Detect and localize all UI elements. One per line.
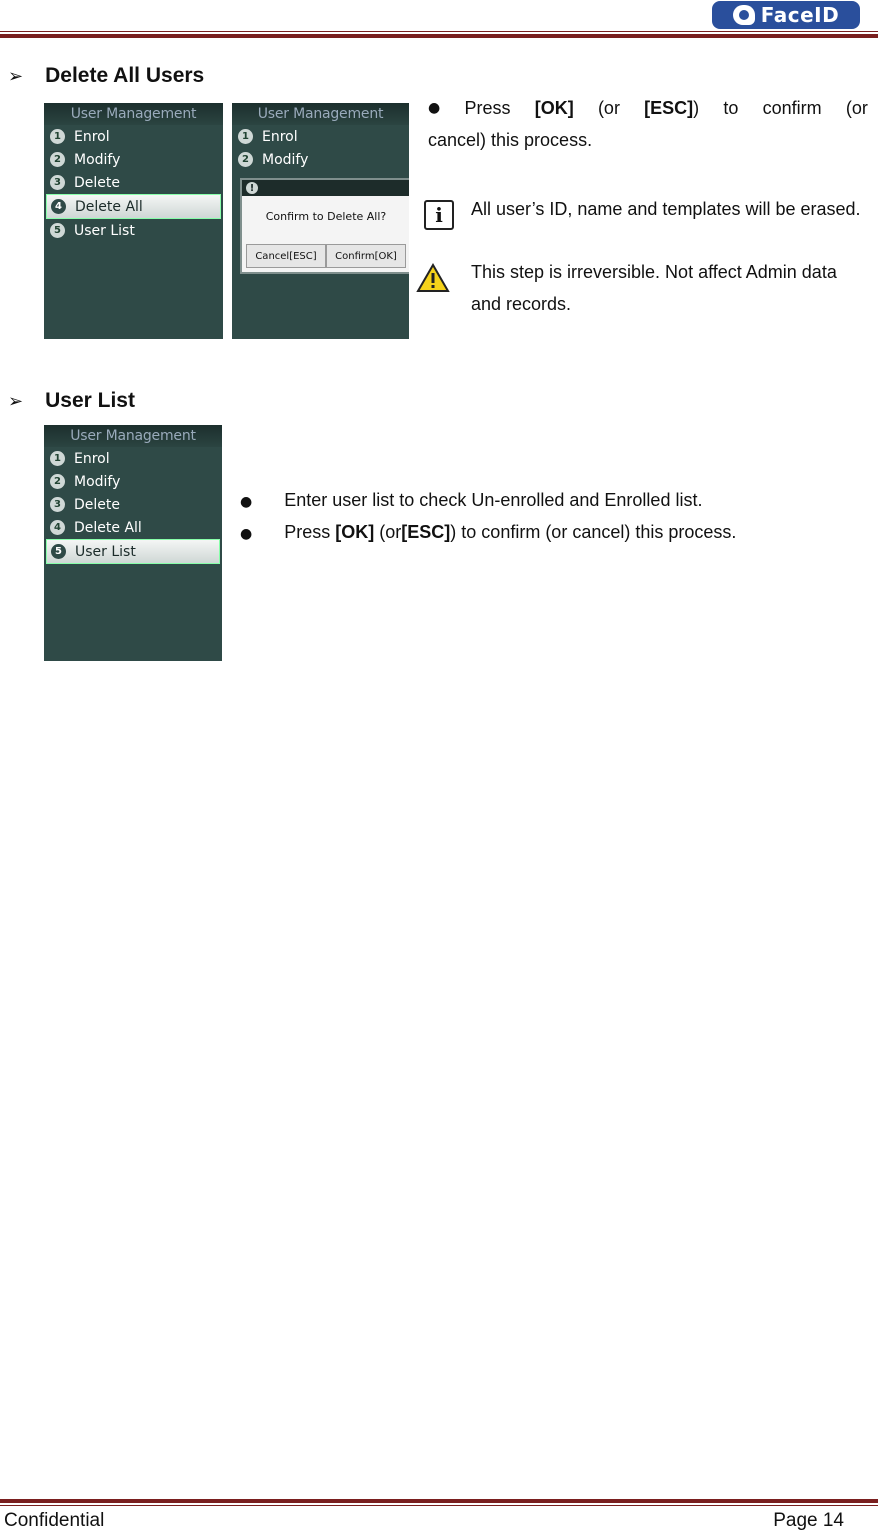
menu-label: Enrol — [74, 450, 110, 467]
face-logo-icon — [733, 5, 755, 25]
menu-item-user-list — [46, 539, 220, 564]
menu-item-delete — [44, 493, 222, 516]
header-rule-thick — [0, 34, 878, 38]
esc-key: [ESC] — [401, 522, 451, 542]
number-badge: 1 — [50, 451, 65, 466]
menu-label: Modify — [74, 473, 121, 490]
menu-label: Modify — [262, 151, 309, 168]
number-badge: 4 — [51, 199, 66, 214]
footer-confidential: Confidential — [4, 1510, 105, 1531]
warning-note: This step is irreversible. Not affect Admin data and records. — [471, 262, 837, 314]
bullet-dot-icon: ● — [428, 100, 441, 116]
menu-label: User List — [75, 543, 136, 560]
ok-key: [OK] — [335, 522, 375, 542]
menu-item-enrol — [232, 125, 409, 148]
warning-icon — [416, 263, 450, 293]
bullet-tail: ) to confirm (or cancel) this process. — [450, 522, 737, 542]
menu-label: Enrol — [74, 128, 110, 145]
number-badge: 3 — [50, 175, 65, 190]
screen-delete-all-confirm — [232, 103, 409, 339]
arrow-bullet-icon: ➢ — [8, 65, 24, 87]
user-list-bullet-2 — [240, 516, 860, 550]
menu-label: User List — [74, 222, 135, 239]
menu-label: Delete All — [74, 519, 142, 536]
info-note: All user’s ID, name and templates will be erased. — [471, 199, 861, 219]
screen-delete-all-menu — [44, 103, 223, 339]
menu-item-modify — [232, 148, 409, 171]
info-icon: i — [424, 200, 454, 230]
press-word: Press — [284, 522, 331, 542]
alert-icon: ! — [246, 182, 258, 194]
number-badge: 3 — [50, 497, 65, 512]
screen-title: User Management — [44, 425, 222, 447]
cancel-button: Cancel[ESC] — [246, 244, 326, 268]
menu-item-delete — [44, 171, 223, 194]
screen-title: User Management — [44, 103, 223, 125]
header-rule-thin — [0, 31, 878, 32]
menu-item-enrol — [44, 447, 222, 470]
menu-item-user-list — [44, 219, 223, 242]
menu-label: Modify — [74, 151, 121, 168]
bullet-dot-icon: ● — [240, 494, 253, 510]
number-badge: 5 — [50, 223, 65, 238]
heading-delete-all-users — [8, 64, 204, 88]
menu-item-enrol — [44, 125, 223, 148]
menu-label: Delete — [74, 174, 120, 191]
confirm-dialog — [240, 178, 409, 274]
logo-text: FaceID — [760, 3, 840, 27]
delete-all-bullet: ● Press [OK] (or [ESC]) to confirm (or cancel) this process. — [428, 92, 868, 156]
arrow-bullet-icon: ➢ — [8, 390, 24, 412]
menu-item-modify — [44, 148, 223, 171]
faceid-logo — [712, 1, 860, 29]
confirm-button: Confirm[OK] — [326, 244, 406, 268]
bullet-text: Enter user list to check Un-enrolled and Enrolled list. — [284, 490, 703, 510]
footer-rule-thick — [0, 1499, 878, 1503]
menu-label: Delete — [74, 496, 120, 513]
dialog-message: Confirm to Delete All? — [265, 210, 387, 223]
menu-item-delete-all — [44, 516, 222, 539]
or-word: (or — [379, 522, 402, 542]
esc-key: [ESC] — [644, 98, 694, 118]
screen-user-list-menu — [44, 425, 222, 661]
number-badge: 1 — [238, 129, 253, 144]
ok-key: [OK] — [534, 98, 574, 118]
menu-label: Enrol — [262, 128, 298, 145]
menu-item-modify — [44, 470, 222, 493]
user-list-bullet-1 — [240, 484, 860, 518]
or-word: (or — [597, 98, 620, 118]
footer-rule-thin — [0, 1505, 878, 1506]
heading-text: User List — [45, 389, 135, 412]
number-badge: 2 — [238, 152, 253, 167]
menu-label: Delete All — [75, 198, 143, 215]
number-badge: 2 — [50, 474, 65, 489]
footer-page-number: Page 14 — [773, 1510, 844, 1531]
number-badge: 4 — [50, 520, 65, 535]
screen-title: User Management — [232, 103, 409, 125]
heading-text: Delete All Users — [45, 64, 205, 87]
number-badge: 1 — [50, 129, 65, 144]
dialog-title-bar — [242, 180, 409, 196]
heading-user-list — [8, 389, 135, 413]
number-badge: 5 — [51, 544, 66, 559]
bullet-dot-icon: ● — [240, 526, 253, 542]
menu-item-delete-all — [46, 194, 221, 219]
press-word: Press — [464, 98, 511, 118]
number-badge: 2 — [50, 152, 65, 167]
